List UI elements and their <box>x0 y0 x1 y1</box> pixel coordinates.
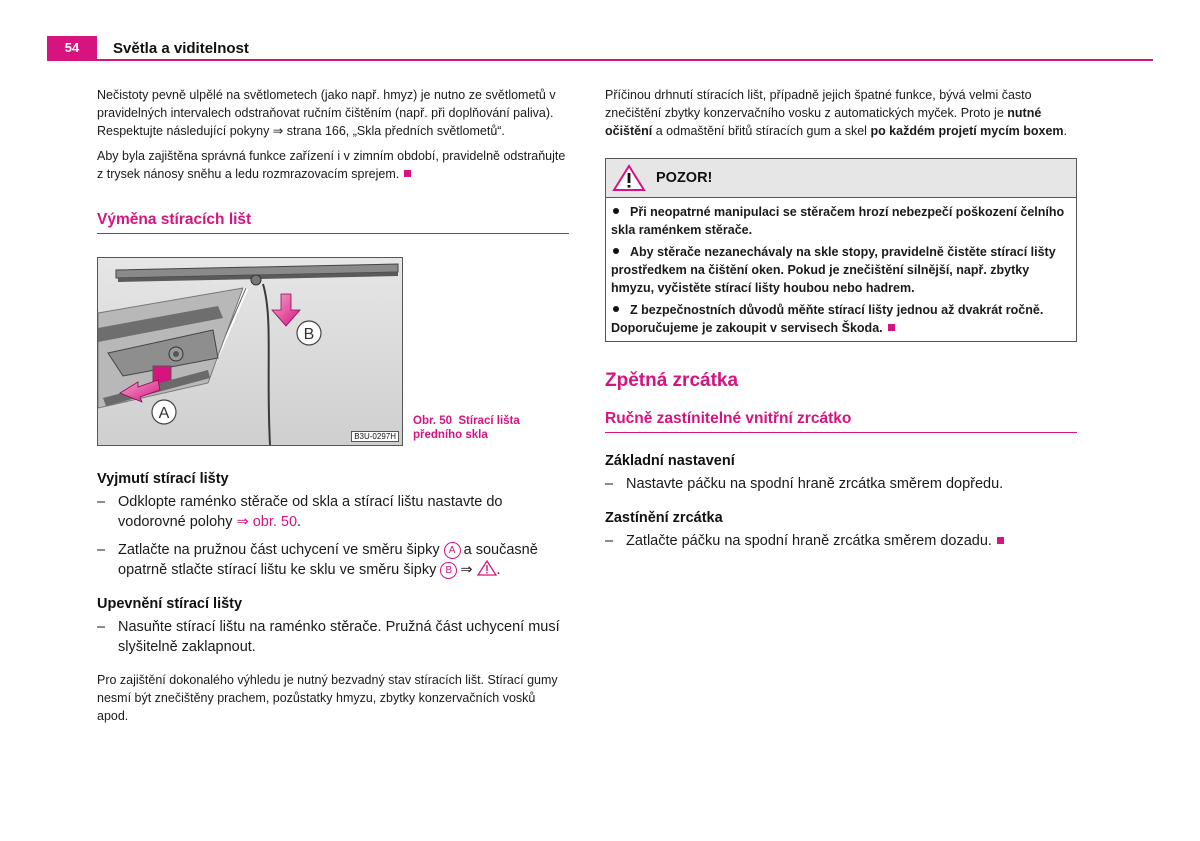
wax-text-a: Příčinou drhnutí stíracích lišt, případně jejich špatné funkce, bývá velmi často znečištění zbytky konzervačního vosku z automatických myček. Proto je <box>605 88 1032 120</box>
figure-ref-link[interactable]: ⇒ obr. 50 <box>236 514 298 530</box>
step-dimming-1-body: Zatlačte páčku na spodní hraně zrcátka směrem dozadu. <box>626 533 992 549</box>
running-title: Světla a viditelnost <box>113 40 249 57</box>
visibility-paragraph: Pro zajištění dokonalého výhledu je nutný bezvadný stav stíracích lišt. Stírací gumy nesmí být znečištěny prachem, pozůstatky hmyzu, zbytky konzervačních vosků apod. <box>97 673 558 723</box>
ref-arrow: ⇒ <box>460 562 473 578</box>
bullet-marker <box>613 248 619 254</box>
step-remove-2-part-a: Zatlačte na pružnou část uchycení ve směru šipky <box>118 542 440 558</box>
winter-paragraph <box>97 147 569 183</box>
dash-marker: – <box>605 476 614 492</box>
chapter-title: Zpětná zrcátka <box>605 370 739 391</box>
mirror-section-heading <box>605 410 1077 433</box>
step-remove-1-text: Odklopte raménko stěrače od skla a stírací lištu nastavte do vodorovné polohy ⇒ obr. 50. <box>118 494 503 530</box>
end-marker <box>404 170 411 177</box>
section-title-wipers: Výměna stíracích lišt <box>97 211 252 228</box>
subheading-attach: Upevnění stírací lišty <box>97 596 243 612</box>
intro-paragraph: Nečistoty pevně ulpělé na světlometech (jako např. hmyz) je nutno ze světlometů v pravidelných intervalech odstraňovat ručním čištěním (např. při doplňování paliva). Respektujte následující pokyny ⇒ strana 166, „Skla předních světlometů“. <box>97 88 556 138</box>
figure-code: B3U-0297H <box>351 431 399 442</box>
dash-marker: – <box>605 533 614 549</box>
warning-item-text: Aby stěrače nezanechávaly na skle stopy, pravidelně čistěte stírací lišty prostředkem na čištění oken. Pokud je znečištění silnější, např. zbytky hmyzu, vyčistěte stírací lišty houbou nebo hadrem. <box>611 245 1056 295</box>
warning-item <box>611 203 1071 239</box>
warning-title: POZOR! <box>656 170 713 186</box>
step-dimming-1 <box>605 531 1077 551</box>
step-attach-1 <box>97 617 569 657</box>
warning-body <box>606 198 1076 341</box>
header-rule <box>47 59 1153 61</box>
warning-item <box>611 243 1071 297</box>
end-marker <box>888 324 895 331</box>
step-remove-2-text: Zatlačte na pružnou část uchycení ve směru šipky A a současně opatrně stlačte stírací lištu ke sklu ve směru šipky B ⇒ . <box>118 542 538 578</box>
dash-marker: – <box>97 619 106 635</box>
section-title-mirror: Ručně zastínitelné vnitřní zrcátko <box>605 410 852 427</box>
figure-caption-text: Stírací lišta předního skla <box>413 415 520 441</box>
figure-label-b: B <box>303 326 315 343</box>
warning-header <box>606 159 1076 198</box>
warning-item-text: Z bezpečnostních důvodů měňte stírací lišty jednou až dvakrát ročně. Doporučujeme je zakoupit v servisech Škoda. <box>611 303 1044 335</box>
wax-text-c: a odmaštění břitů stíracích gum a skel <box>655 124 867 138</box>
end-marker <box>997 537 1004 544</box>
left-column <box>97 86 569 234</box>
step-basic-1-text: Nastavte páčku na spodní hraně zrcátka směrem dopředu. <box>626 476 1004 492</box>
right-column <box>605 86 1077 559</box>
step-attach-1-text: Nasuňte stírací lištu na raménko stěrače. Pružná část uchycení musí slyšitelně zaklapnout. <box>118 619 560 655</box>
step-remove-1 <box>97 492 569 532</box>
step-remove-2 <box>97 540 569 580</box>
wiper-figure <box>97 257 403 446</box>
bullet-marker <box>613 208 619 214</box>
subheading-dimming: Zastínění zrcátka <box>605 510 723 526</box>
label-b-marker: B <box>440 562 457 579</box>
wiper-illustration <box>98 258 402 445</box>
warning-item <box>611 301 1071 337</box>
warning-triangle-icon[interactable] <box>477 560 497 576</box>
step-remove-1-body: Odklopte raménko stěrače od skla a stírací lištu nastavte do vodorovné polohy <box>118 494 503 530</box>
figure-caption-num: Obr. 50 <box>413 415 452 427</box>
label-a-marker: A <box>444 542 461 559</box>
step-remove-2-part-b: a současně opatrně stlačte stírací lištu ke sklu ve směru šipky <box>118 542 538 578</box>
left-column-lower <box>97 471 569 732</box>
page-number: 54 <box>47 36 97 60</box>
section-rule <box>605 432 1077 433</box>
warning-box <box>605 158 1077 342</box>
warning-triangle-icon <box>612 164 646 192</box>
section-rule <box>97 233 569 234</box>
subheading-basic: Základní nastavení <box>605 453 735 469</box>
bullet-marker <box>613 306 619 312</box>
wax-text-bold-2: po každém projetí mycím boxem <box>870 124 1064 138</box>
step-basic-1 <box>605 474 1077 494</box>
winter-text: Aby byla zajištěna správná funkce zařízení i v zimním období, pravidelně odstraňujte z trysek nánosy sněhu a ledu rozmrazovacím sprejem. <box>97 149 566 181</box>
wax-paragraph <box>605 86 1077 140</box>
figure-caption <box>413 414 563 442</box>
wiper-section-heading <box>97 211 569 234</box>
step-dimming-1-text <box>626 531 1077 551</box>
dash-marker: – <box>97 542 106 558</box>
warning-item-text: Při neopatrné manipulaci se stěračem hrozí nebezpečí poškození čelního skla raménkem stěrače. <box>611 205 1065 237</box>
wax-text-bold-1: nutné očištění <box>605 106 1042 138</box>
subheading-remove: Vyjmutí stírací lišty <box>97 471 229 487</box>
figure-label-a: A <box>158 405 170 422</box>
wax-text-end: . <box>1063 124 1068 138</box>
dash-marker: – <box>97 494 106 510</box>
